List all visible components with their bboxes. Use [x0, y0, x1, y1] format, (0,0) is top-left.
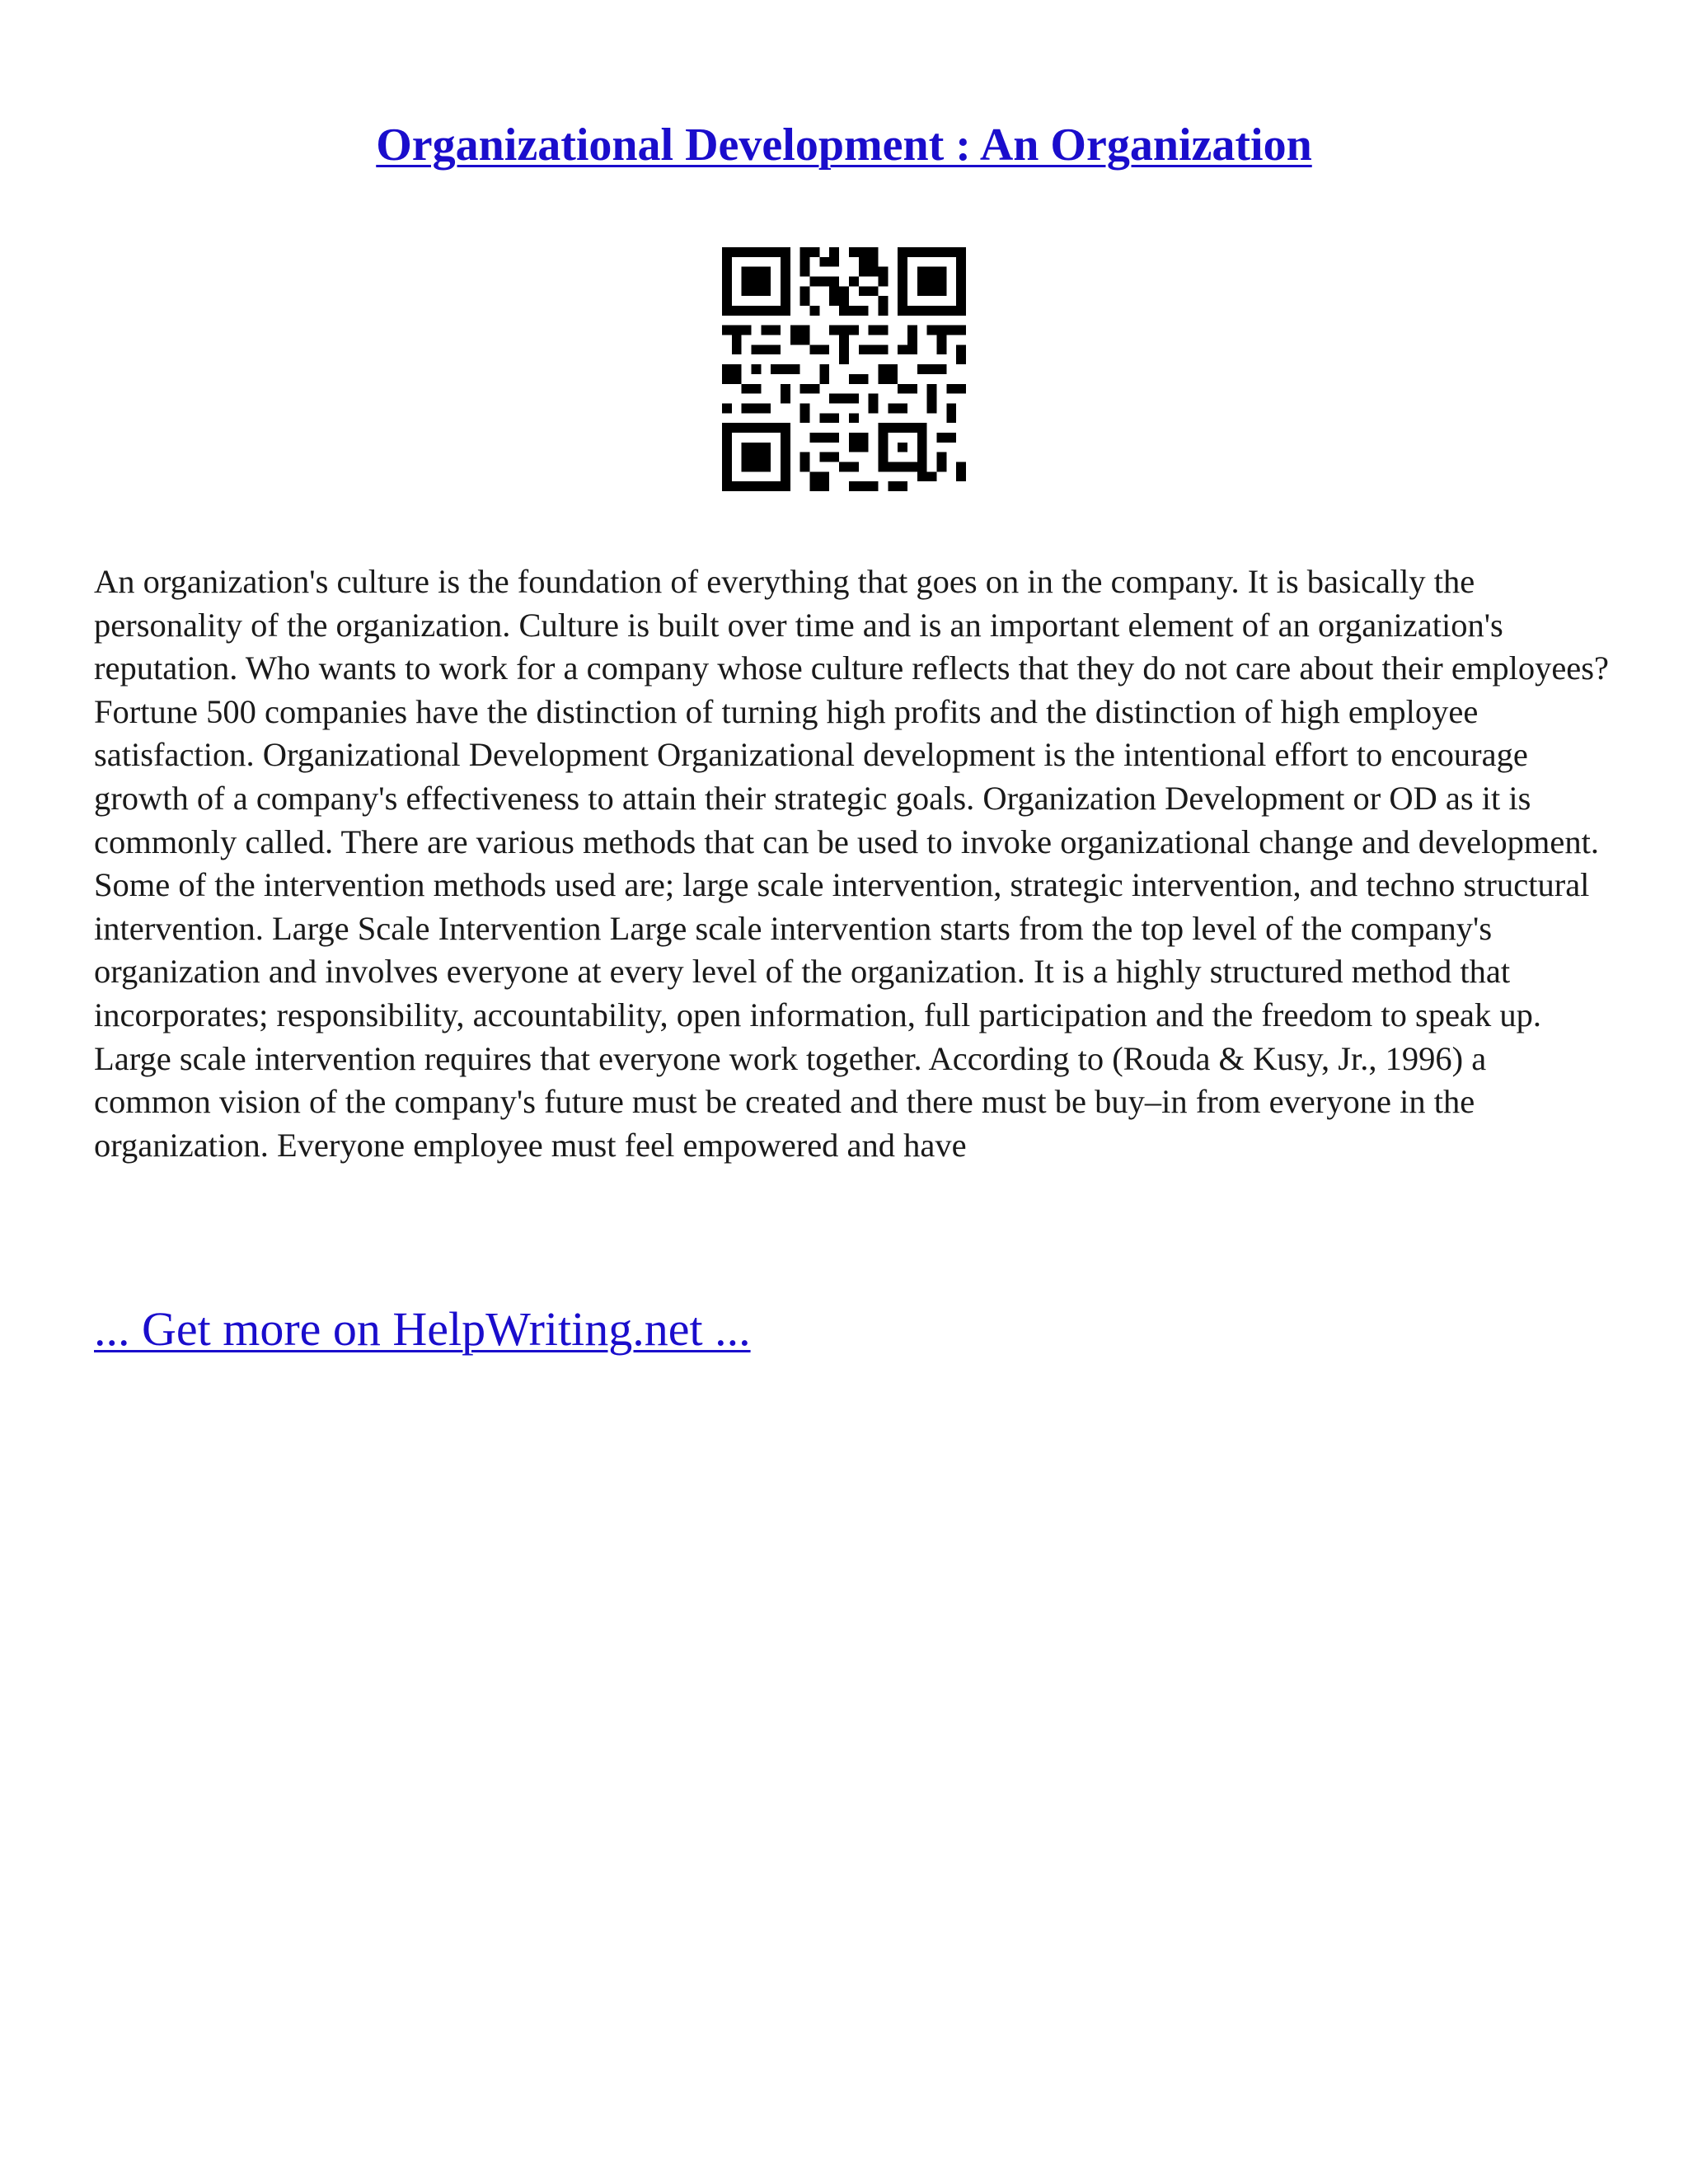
title-link[interactable]: Organizational Development : An Organization: [376, 120, 1312, 171]
page-title: [0, 115, 1688, 175]
essay-excerpt: An organization's culture is the foundation of everything that goes on in the company. It is basically the personality of the organization. Culture is built over time and is an important element of an organization's reputation. Who wants to work for a company whose culture reflects that they do not care about their employees? Fortune 500 companies have the distinction of turning high profits and the distinction of high employee satisfaction. Organizational Development Organizational development is the intentional effort to encourage growth of a company's effectiveness to attain their strategic goals. Organization Development or OD as it is commonly called. There are various methods that can be used to invoke organizational change and development. Some of the intervention methods used are; large scale intervention, strategic intervention, and techno structural intervention. Large Scale Intervention Large scale intervention starts from the top level of the company's organization and involves everyone at every level of the organization. It is a highly structured method that incorporates; responsibility, accountability, open information, full participation and the freedom to speak up. Large scale intervention requires that everyone work together. According to (Rouda & Kusy, Jr., 1996) a common vision of the company's future must be created and there must be buy–in from everyone in the organization. Everyone employee must feel empowered and have: [94, 563, 1610, 1164]
get-more-link[interactable]: ... Get more on HelpWriting.net ...: [94, 1302, 751, 1356]
get-more-link-container: [94, 1301, 751, 1358]
qr-code-graphic: [722, 247, 966, 491]
qr-code-icon: [722, 247, 966, 491]
